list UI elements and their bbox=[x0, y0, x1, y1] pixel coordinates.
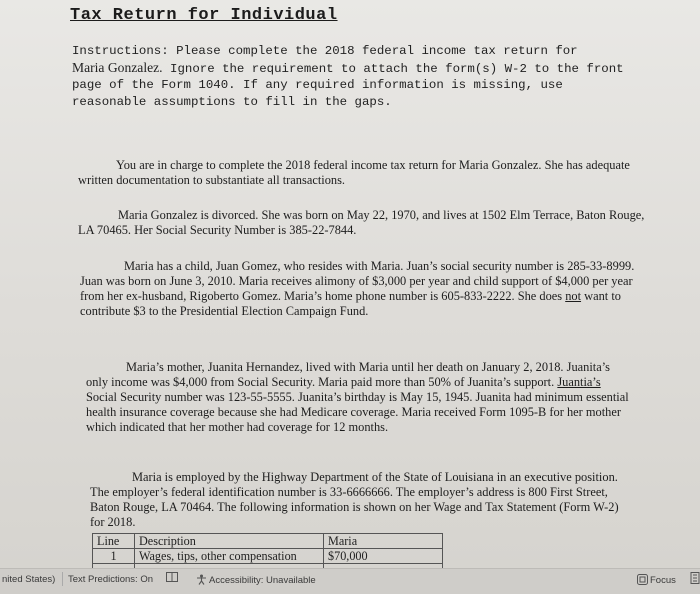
row-description: Wages, tips, other compensation bbox=[135, 549, 324, 564]
p3-underlined-word: not bbox=[565, 288, 582, 303]
p4-text-start: Maria’s mother, Juanita Hernandez, lived with Maria until her death on January 2, 2018. Juanita’s only income was $4,000 from Social Security. Maria paid more than 50% of Juanita’s support. bbox=[86, 360, 610, 390]
language-status[interactable]: nited States) bbox=[2, 574, 56, 585]
paragraph-dependent-child bbox=[80, 259, 640, 318]
instructions-taxpayer-name: Maria Gonzalez. bbox=[72, 59, 163, 75]
instructions-block bbox=[72, 43, 642, 110]
table-row bbox=[93, 549, 443, 564]
accessibility-status[interactable] bbox=[196, 574, 316, 586]
accessibility-label: Accessibility: Unavailable bbox=[209, 575, 316, 586]
view-icon[interactable] bbox=[690, 572, 700, 584]
focus-icon bbox=[637, 574, 648, 585]
row-line: 1 bbox=[93, 549, 135, 564]
instructions-text-start: Instructions: Please complete the 2018 federal income tax return for bbox=[72, 44, 578, 58]
status-bar bbox=[0, 568, 700, 594]
p4-underlined-word: Juantia’s bbox=[557, 375, 601, 390]
header-description: Description bbox=[135, 534, 324, 549]
status-separator bbox=[62, 572, 63, 586]
document-title: Tax Return for Individual bbox=[70, 6, 338, 25]
book-icon[interactable] bbox=[166, 572, 178, 582]
table-header-row bbox=[93, 534, 443, 549]
p3-text-start: Maria has a child, Juan Gomez, who resides with Maria. Juan’s social security number is 285-33-8999. Juan was born on June 3, 2010. Maria receives alimony of $3,000 per year and child support of $4,000 per year from her ex-husband, Rigoberto Gomez. Maria’s home phone number is 605-833-2222. She does bbox=[80, 259, 635, 303]
header-line: Line bbox=[93, 534, 135, 549]
row-maria: $70,000 bbox=[324, 549, 443, 564]
paragraph-employment: Maria is employed by the Highway Department of the State of Louisiana in an executive position. The employer’s federal identification number is 33-6666666. The employer’s address is 800 First Street, Baton Rouge, LA 70464. The following information is shown on her Wage and Tax Statement (Form W-2) for 2018. bbox=[90, 470, 619, 529]
w2-table bbox=[92, 533, 443, 568]
header-maria: Maria bbox=[324, 534, 443, 549]
p4-text-end: Social Security number was 123-55-5555. Juanita’s birthday is May 15, 1945. Juanita had minimum essential health insurance coverage because she had Medicare coverage. Maria received Form 1095-B for her mother which indicated that her mother had coverage for 12 months. bbox=[86, 389, 629, 434]
focus-label: Focus bbox=[650, 575, 676, 586]
paragraph-overview: You are in charge to complete the 2018 federal income tax return for Maria Gonzalez. She has adequate written documentation to substantiate all transactions. bbox=[78, 158, 630, 188]
accessibility-icon bbox=[196, 574, 207, 585]
paragraph-mother bbox=[86, 360, 634, 434]
p3-text-end: want to contribute $3 to the Presidential Election Campaign Fund. bbox=[80, 288, 621, 318]
focus-button[interactable] bbox=[637, 574, 676, 586]
instructions-text-rest: Ignore the requirement to attach the form(s) W-2 to the front page of the Form 1040. If any required information is missing, use reasonable assumptions to fill in the gaps. bbox=[72, 61, 624, 109]
paragraph-taxpayer-info: Maria Gonzalez is divorced. She was born on May 22, 1970, and lives at 1502 Elm Terrace, Baton Rouge, LA 70465. Her Social Security Number is 385-22-7844. bbox=[78, 208, 645, 238]
text-predictions-status[interactable]: Text Predictions: On bbox=[68, 574, 154, 585]
